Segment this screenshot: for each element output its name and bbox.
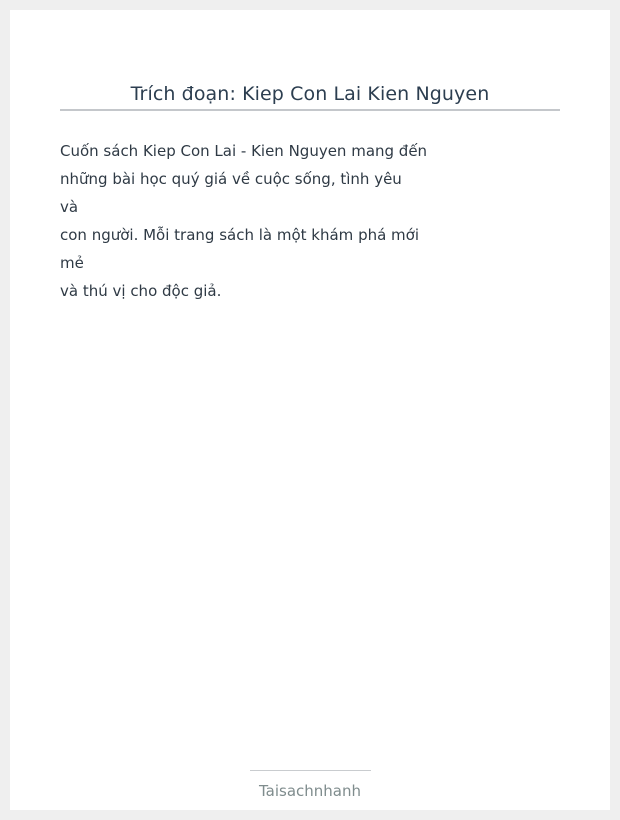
title-divider — [60, 109, 560, 111]
excerpt-line: Cuốn sách Kiep Con Lai - Kien Nguyen mang đến — [60, 142, 428, 160]
excerpt-line: và thú vị cho độc giả. — [60, 282, 222, 300]
excerpt-paragraph — [60, 137, 428, 305]
excerpt-line: và — [60, 198, 79, 216]
excerpt-line: con người. Mỗi trang sách là một khám phá mới — [60, 226, 420, 244]
excerpt-line: những bài học quý giá về cuộc sống, tình yêu — [60, 170, 402, 188]
excerpt-line: mẻ — [60, 254, 84, 272]
document-page — [10, 10, 610, 810]
footer-divider — [250, 770, 371, 771]
page-title: Trích đoạn: Kiep Con Lai Kien Nguyen — [130, 83, 490, 105]
footer-brand: Taisachnhanh — [258, 782, 362, 800]
